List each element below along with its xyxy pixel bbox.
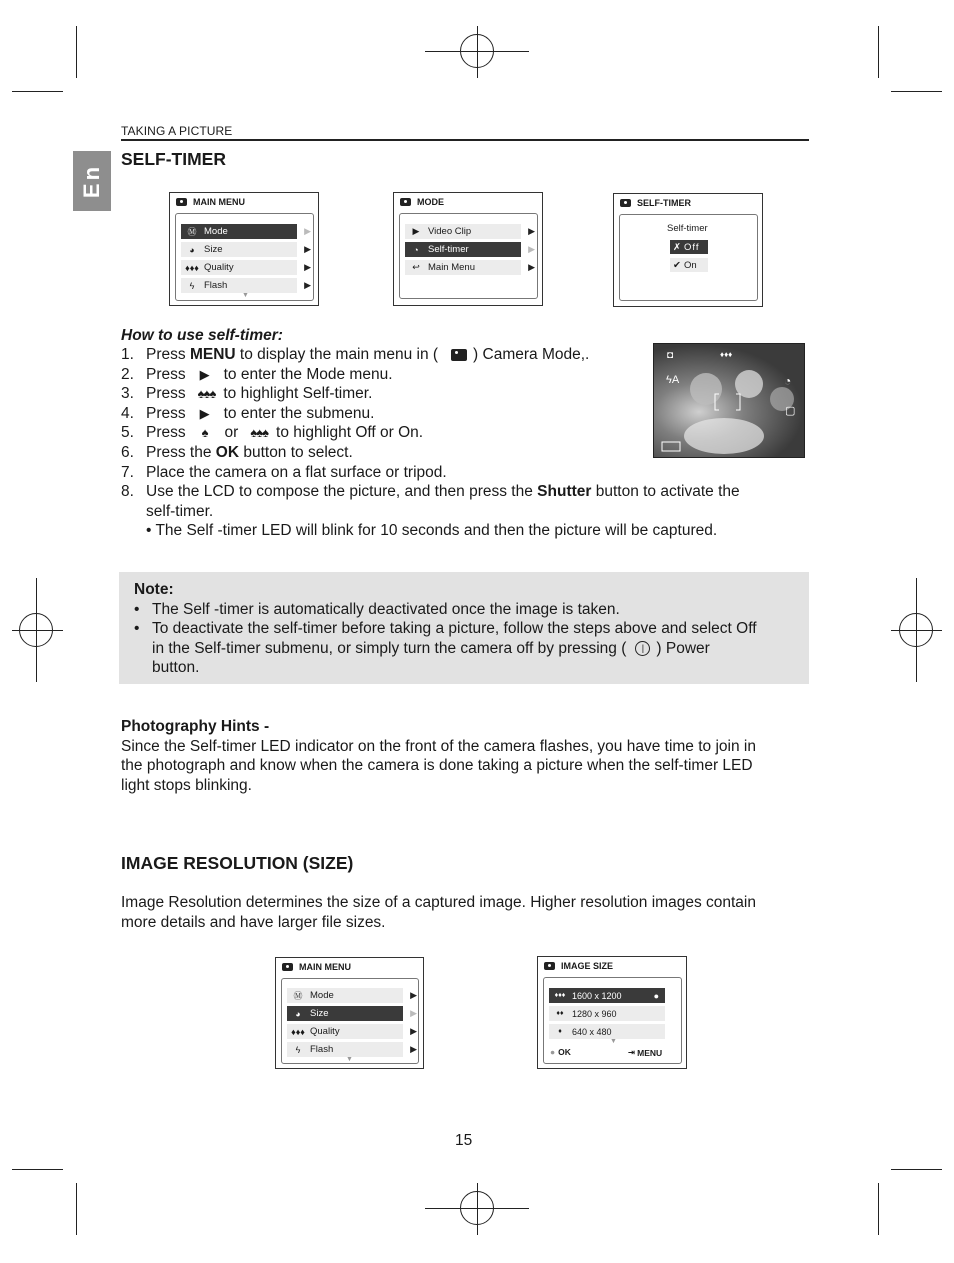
step-text: Use the LCD to compose the picture, and then press the (146, 483, 538, 501)
arrow-icon: ▶ (304, 280, 311, 290)
ok-dot-icon: ● (550, 1047, 556, 1057)
menu-label: MENU (637, 1047, 663, 1058)
registration-mark (460, 34, 494, 68)
arrow-icon: ▶ (528, 244, 535, 254)
size-option-640[interactable] (549, 1024, 665, 1039)
menu-item-quality[interactable] (287, 1024, 417, 1039)
image-resolution-heading: IMAGE RESOLUTION (SIZE) (121, 853, 354, 873)
registration-mark (899, 613, 933, 647)
panel-title-text: MAIN MENU (299, 962, 351, 972)
step-text: to display the main menu in ( (235, 346, 439, 363)
size-icon: ◕ (295, 1008, 301, 1019)
tele-zoom-icon: ♠♠♠ (197, 386, 216, 402)
step-number: 3. (121, 385, 134, 403)
menu-list (281, 978, 419, 1064)
step-text: button to activate the (591, 483, 740, 501)
hints-line: light stops blinking. (121, 777, 252, 794)
crop-mark (878, 26, 879, 78)
panel-title-text: IMAGE SIZE (561, 961, 614, 971)
size-option-label: 640 x 480 (572, 1026, 612, 1037)
step (121, 463, 811, 483)
preview-scene (654, 344, 805, 458)
self-timer-options (619, 214, 758, 301)
step-number: 4. (121, 404, 134, 422)
arrow-icon: ▶ (528, 262, 535, 272)
arrow-icon: ▶ (410, 1008, 417, 1018)
menu-item-quality[interactable] (181, 260, 311, 275)
quality-icon: ♦♦♦ (185, 262, 199, 273)
mode-panel (393, 192, 543, 306)
camera-icon (620, 199, 631, 207)
menu-item-video-clip[interactable] (405, 224, 535, 239)
size-option-1280[interactable] (549, 1006, 665, 1021)
note-bullet-1: The Self -timer is automatically deactivated once the image is taken. (152, 601, 620, 618)
return-icon: ↩ (412, 262, 420, 272)
page-number: 15 (455, 1132, 473, 1149)
menu-item-label: Mode (204, 226, 228, 237)
option-label: On (684, 259, 697, 271)
note-text: ) Power (656, 640, 710, 657)
hints-line: Since the Self-timer LED indicator on the front of the camera flashes, you have time to join in (121, 738, 756, 755)
step-number: 8. (121, 483, 134, 501)
ok-button-label: OK (215, 443, 240, 461)
exit-icon: ⇥ (628, 1047, 636, 1057)
step-text: to enter the submenu. (223, 404, 375, 422)
menu-item-label: Self-timer (428, 244, 469, 255)
menu-item-label: Size (204, 244, 223, 255)
step-text: ) Camera Mode,. (473, 346, 590, 363)
step-bullet (121, 521, 811, 541)
arrow-icon: ▶ (528, 226, 535, 236)
section-header: TAKING A PICTURE (121, 124, 233, 138)
scroll-down-icon: ▼ (610, 1038, 617, 1045)
menu-item-mode[interactable] (181, 224, 311, 239)
arrow-icon: ▶ (304, 226, 311, 236)
quality-medium-icon: ♦♦ (556, 1010, 564, 1017)
header-rule (121, 139, 809, 141)
crop-mark (76, 26, 77, 78)
camera-icon (176, 198, 187, 206)
cross-icon: ✗ (673, 241, 681, 253)
panel-title (400, 197, 444, 207)
panel-title-text: SELF-TIMER (637, 198, 691, 208)
crop-mark (891, 1169, 942, 1170)
step-text: Press (146, 346, 190, 363)
step-number: 5. (121, 424, 134, 442)
bullet-icon: • (134, 620, 140, 637)
how-to-title: How to use self-timer: (121, 327, 283, 344)
crop-mark (878, 1183, 879, 1235)
self-timer-icon: ◔ (784, 374, 792, 388)
resolution-text: Image Resolution determines the size of a captured image. Higher resolution images contain (121, 894, 756, 911)
camera-icon (400, 198, 411, 206)
size-list (543, 977, 682, 1064)
flash-icon: ϟ (189, 280, 195, 291)
flash-auto-icon: ϟA (666, 374, 680, 386)
step-text: to enter the Mode menu. (223, 365, 393, 383)
step-number: 6. (121, 443, 134, 461)
menu-item-label: Quality (204, 262, 234, 273)
menu-item-label: Quality (310, 1026, 340, 1037)
step-text: to highlight Off or On. (276, 424, 424, 442)
self-timer-label: Self-timer (667, 223, 708, 234)
flash-icon: ϟ (295, 1044, 301, 1055)
lcd-preview-image (653, 343, 805, 458)
panel-title (620, 198, 691, 208)
hints-line: the photograph and know when the camera is done taking a picture when the self-timer LED (121, 757, 753, 774)
crop-mark (891, 91, 942, 92)
step-text: self-timer. (146, 502, 214, 520)
menu-item-label: Video Clip (428, 226, 472, 237)
option-label: Off (684, 241, 700, 253)
menu-list (175, 213, 314, 301)
camera-icon (544, 962, 555, 970)
step-text: or (224, 424, 239, 442)
menu-item-main-menu[interactable] (405, 260, 535, 275)
note-text: in the Self-timer submenu, or simply turn the camera off by pressing ( (152, 640, 627, 657)
quality-icon: ♦♦♦ (720, 350, 733, 359)
camera-icon (451, 349, 467, 361)
menu-item-label: Main Menu (428, 262, 475, 273)
note-title: Note: (134, 581, 174, 598)
language-tab (73, 151, 111, 211)
tele-zoom-icon: ♠♠♠ (250, 425, 269, 441)
menu-item-flash[interactable] (287, 1042, 417, 1057)
step-text: Place the camera on a flat surface or tripod. (146, 463, 447, 481)
ok-label: OK (558, 1047, 571, 1057)
menu-item-flash[interactable] (181, 278, 311, 293)
step-number: 7. (121, 463, 134, 481)
self-timer-panel (613, 193, 763, 307)
crop-mark (76, 1183, 77, 1235)
lock-icon: ▢ (785, 405, 796, 417)
arrow-icon: ▶ (410, 990, 417, 1000)
option-on[interactable] (670, 258, 708, 272)
arrow-icon: ▶ (304, 262, 311, 272)
check-icon: ✔ (673, 259, 681, 271)
mode-icon: Ⓜ (187, 227, 197, 237)
camera-mode-icon: ◘ (667, 350, 674, 361)
menu-hint (628, 1047, 662, 1058)
panel-title (176, 197, 245, 207)
option-off[interactable] (670, 240, 708, 254)
step-text: Press (146, 404, 186, 422)
menu-item-label: Size (310, 1008, 329, 1019)
power-icon: | (635, 641, 650, 656)
right-arrow-icon: ▶ (199, 405, 210, 421)
quality-high-icon: ♦♦♦ (554, 992, 566, 999)
menu-item-size[interactable] (287, 1006, 417, 1021)
panel-title-text: MODE (417, 197, 444, 207)
step-text: Press (146, 385, 186, 403)
selected-dot-icon: ● (653, 990, 659, 1001)
registration-mark (19, 613, 53, 647)
note-bullet-2-line1: To deactivate the self-timer before taking a picture, follow the steps above and select Off (152, 620, 757, 637)
bullet-icon: • (134, 601, 140, 618)
note-bullet-2-line2 (152, 639, 710, 659)
menu-list (399, 213, 538, 299)
shutter-button-label: Shutter (537, 483, 592, 501)
step (121, 482, 811, 502)
step-continuation (121, 502, 811, 522)
step-text: Press (146, 365, 186, 383)
menu-item-label: Flash (204, 280, 228, 291)
video-clip-icon: ▶ (412, 226, 420, 236)
image-size-panel (537, 956, 687, 1069)
step-text: to highlight Self-timer. (223, 385, 373, 403)
note-bullet-2-line3: button. (152, 659, 200, 676)
size-icon: ◕ (189, 244, 195, 255)
main-menu-panel (275, 957, 424, 1069)
size-option-1600[interactable] (549, 988, 665, 1003)
right-arrow-icon: ▶ (199, 366, 210, 382)
hints-title: Photography Hints - (121, 718, 270, 735)
step-number: 1. (121, 346, 134, 363)
quality-icon: ♦♦♦ (291, 1026, 305, 1037)
step-text: Press (146, 424, 186, 442)
panel-title-text: MAIN MENU (193, 197, 245, 207)
menu-button-label: MENU (189, 346, 236, 363)
wide-zoom-icon: ♠ (201, 425, 209, 441)
panel-title (282, 962, 351, 972)
crop-mark (12, 1169, 63, 1170)
crop-mark (12, 91, 63, 92)
panel-title (544, 961, 613, 971)
menu-item-label: Flash (310, 1044, 334, 1055)
size-option-label: 1280 x 960 (572, 1008, 617, 1019)
camera-icon (282, 963, 293, 971)
ok-hint (550, 1047, 571, 1057)
step-text: • The Self -timer LED will blink for 10 seconds and then the picture will be captured. (146, 522, 718, 540)
self-timer-icon: ◔ (413, 244, 419, 255)
mode-icon: Ⓜ (293, 991, 303, 1001)
self-timer-heading: SELF-TIMER (121, 149, 226, 169)
step-number: 2. (121, 365, 134, 383)
step-text: button to select. (239, 443, 353, 461)
scroll-down-icon: ▼ (346, 1056, 353, 1063)
quality-low-icon: ♦ (558, 1028, 562, 1035)
step-text: Press the (146, 443, 216, 461)
registration-mark (460, 1191, 494, 1225)
arrow-icon: ▶ (304, 244, 311, 254)
scroll-down-icon: ▼ (242, 292, 249, 299)
arrow-icon: ▶ (410, 1026, 417, 1036)
menu-item-label: Mode (310, 990, 334, 1001)
menu-item-self-timer[interactable] (405, 242, 535, 257)
menu-item-size[interactable] (181, 242, 311, 257)
language-tab-label: En (79, 163, 104, 199)
arrow-icon: ▶ (410, 1044, 417, 1054)
main-menu-panel (169, 192, 319, 306)
menu-item-mode[interactable] (287, 988, 417, 1003)
resolution-text: more details and have larger file sizes. (121, 914, 386, 931)
size-option-label: 1600 x 1200 (572, 990, 622, 1001)
